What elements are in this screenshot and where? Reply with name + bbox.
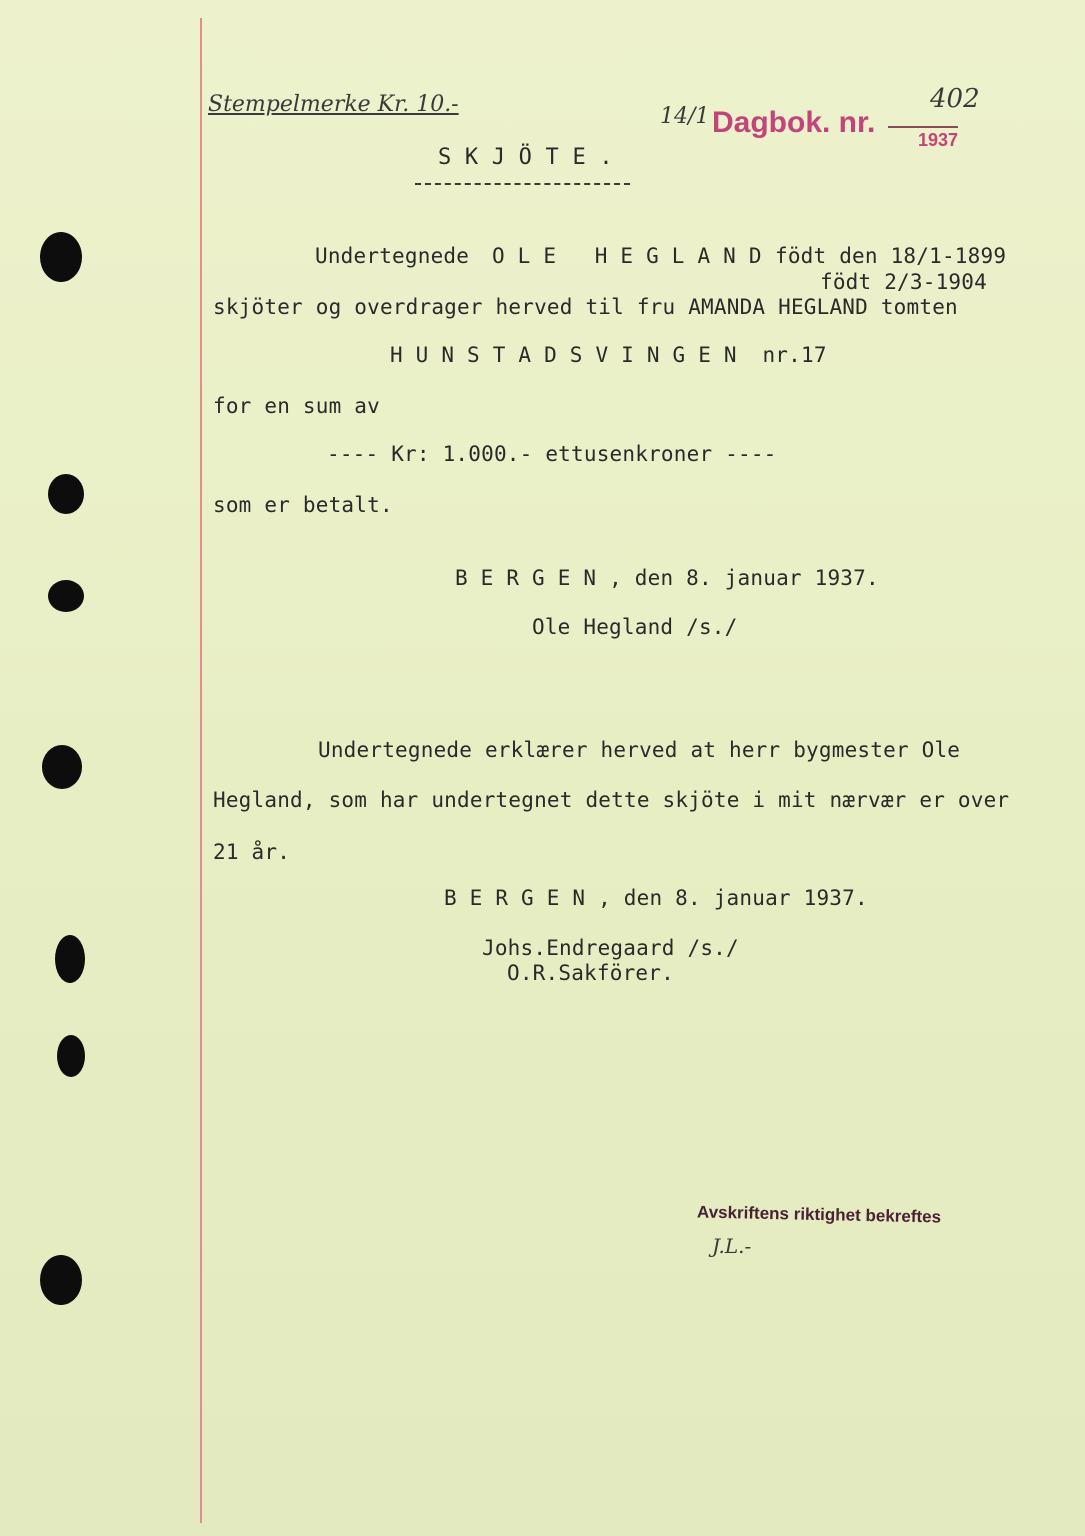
conveyance-line: skjöter og overdrager herved til fru AMANDA HEGLAND tomten	[213, 295, 958, 319]
witness-title: O.R.Sakförer.	[507, 961, 674, 985]
binder-hole-2	[48, 474, 84, 514]
registry-line	[888, 126, 958, 128]
binder-hole-7	[40, 1255, 82, 1305]
registry-year: 1937	[918, 130, 959, 150]
declaration-line-3: 21 år.	[213, 840, 291, 864]
margin-line	[200, 18, 202, 1523]
place-date-2: B E R G E N , den 8. januar 1937.	[444, 886, 868, 910]
binder-hole-5	[55, 935, 85, 983]
declaration-line-2: Hegland, som har undertegnet dette skjöte i mit nærvær er over	[213, 788, 1010, 812]
certification-stamp: Avskriftens riktighet bekreftes	[696, 1202, 942, 1227]
binder-hole-4	[42, 745, 82, 789]
registry-date: 14/1	[660, 104, 710, 129]
signature-seller: Ole Hegland /s./	[532, 615, 738, 639]
certification-initials: J.L.-	[712, 1234, 752, 1258]
registry-label: Dagbok. nr.	[712, 106, 876, 139]
paid-statement: som er betalt.	[213, 493, 393, 517]
binder-hole-6	[57, 1035, 85, 1077]
title-underline	[415, 183, 630, 185]
property-name: H U N S T A D S V I N G E N nr.17	[390, 343, 827, 367]
place-date-1: B E R G E N , den 8. januar 1937.	[455, 566, 879, 590]
sum-intro: for en sum av	[213, 394, 380, 418]
binder-hole-3	[48, 580, 84, 612]
signature-witness: Johs.Endregaard /s./	[482, 936, 739, 960]
seller-name: O L E H E G L A N D	[492, 244, 762, 268]
sale-amount: ---- Kr: 1.000.- ettusenkroner ----	[327, 442, 777, 466]
intro-word: Undertegnede	[315, 244, 470, 268]
stamp-duty-note: Stempelmerke Kr. 10.-	[208, 92, 459, 117]
registry-number: 402	[930, 84, 980, 114]
seller-birthdate: födt den 18/1-1899	[775, 244, 1007, 268]
binder-hole-1	[40, 232, 82, 282]
buyer-birthdate: födt 2/3-1904	[820, 270, 987, 294]
document-title: S K J Ö T E .	[438, 145, 613, 170]
declaration-line-1: Undertegnede erklærer herved at herr bygmester Ole	[318, 738, 961, 762]
